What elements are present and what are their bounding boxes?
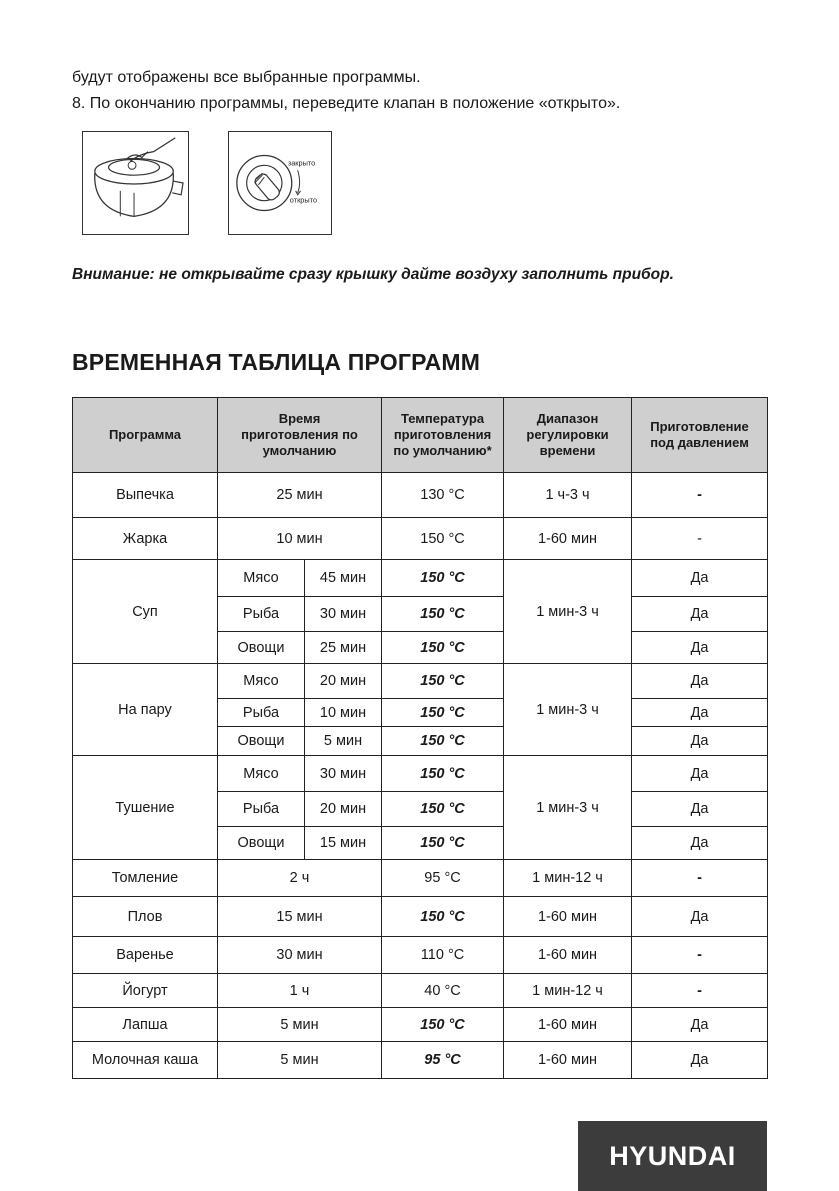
cell-time: 2 ч <box>218 860 382 897</box>
table-row <box>73 560 768 597</box>
intro-line-1: будут отображены все выбранные программы. <box>72 69 421 86</box>
cell-time: 25 мин <box>305 632 382 664</box>
cell-program: Плов <box>73 897 218 937</box>
cell-time: 10 мин <box>218 518 382 560</box>
program-time-table <box>72 397 768 1079</box>
table-row <box>73 473 768 518</box>
table-row <box>73 860 768 897</box>
header-default-time: Время приготовления по умолчанию <box>218 398 382 473</box>
table-row <box>73 518 768 560</box>
cell-temp: 150 °C <box>382 699 504 727</box>
table-row <box>73 1008 768 1042</box>
cell-pressure: - <box>632 937 768 974</box>
cell-time: 5 мин <box>305 727 382 756</box>
cell-pressure: Да <box>632 1008 768 1042</box>
cell-time: 45 мин <box>305 560 382 597</box>
table-row <box>73 897 768 937</box>
intro-line-2: 8. По окончанию программы, переведите клапан в положение «открыто». <box>72 95 621 112</box>
cell-program: На пару <box>73 664 218 756</box>
table-row <box>73 756 768 792</box>
cell-program: Молочная каша <box>73 1042 218 1079</box>
table-row <box>73 1042 768 1079</box>
cell-pressure: - <box>632 473 768 518</box>
cell-range: 1-60 мин <box>504 1042 632 1079</box>
cell-pressure: Да <box>632 632 768 664</box>
cooker-lid-illustration <box>82 131 189 235</box>
warning-note: Внимание: не открывайте сразу крышку дайте воздуху заполнить прибор. <box>72 266 674 283</box>
cell-food: Рыба <box>218 792 305 827</box>
cell-time: 5 мин <box>218 1042 382 1079</box>
cell-pressure: Да <box>632 699 768 727</box>
valve-icon <box>229 132 331 234</box>
cell-time: 10 мин <box>305 699 382 727</box>
cell-temp: 150 °C <box>382 1008 504 1042</box>
cell-pressure: Да <box>632 827 768 860</box>
cell-food: Овощи <box>218 827 305 860</box>
cell-range: 1 ч-3 ч <box>504 473 632 518</box>
table-header-row <box>73 398 768 473</box>
cell-pressure: - <box>632 974 768 1008</box>
cell-pressure: Да <box>632 597 768 632</box>
cell-temp: 150 °C <box>382 727 504 756</box>
cell-time: 15 мин <box>305 827 382 860</box>
cell-program: Варенье <box>73 937 218 974</box>
cell-food: Овощи <box>218 632 305 664</box>
cell-temp: 150 °C <box>382 827 504 860</box>
cell-program: Выпечка <box>73 473 218 518</box>
cell-range: 1 мин-12 ч <box>504 860 632 897</box>
cell-range: 1-60 мин <box>504 937 632 974</box>
cell-program: Суп <box>73 560 218 664</box>
cell-food: Мясо <box>218 560 305 597</box>
header-time-range: Диапазон регулировки времени <box>504 398 632 473</box>
cell-program: Томление <box>73 860 218 897</box>
cell-temp: 150 °C <box>382 518 504 560</box>
cell-range: 1 мин-3 ч <box>504 664 632 756</box>
table-row <box>73 937 768 974</box>
cell-range: 1-60 мин <box>504 897 632 937</box>
table-row <box>73 664 768 699</box>
closed-label: закрыто <box>287 158 316 168</box>
cell-range: 1 мин-3 ч <box>504 756 632 860</box>
cell-time: 20 мин <box>305 664 382 699</box>
cell-temp: 110 °C <box>382 937 504 974</box>
cell-time: 15 мин <box>218 897 382 937</box>
cell-temp: 150 °C <box>382 597 504 632</box>
cell-pressure: Да <box>632 664 768 699</box>
cell-food: Овощи <box>218 727 305 756</box>
cell-pressure: Да <box>632 792 768 827</box>
cell-program: Жарка <box>73 518 218 560</box>
valve-illustration <box>228 131 332 235</box>
cell-pressure: - <box>632 860 768 897</box>
cell-program: Лапша <box>73 1008 218 1042</box>
cell-temp: 40 °C <box>382 974 504 1008</box>
cell-pressure: Да <box>632 756 768 792</box>
cell-program: Тушение <box>73 756 218 860</box>
cooker-icon <box>83 132 188 234</box>
cell-pressure: Да <box>632 897 768 937</box>
hyundai-logo: HYUNDAI <box>578 1121 767 1191</box>
table-row <box>73 974 768 1008</box>
cell-temp: 150 °C <box>382 632 504 664</box>
cell-time: 30 мин <box>305 756 382 792</box>
cell-range: 1 мин-3 ч <box>504 560 632 664</box>
cell-food: Мясо <box>218 756 305 792</box>
cell-food: Рыба <box>218 597 305 632</box>
cell-food: Мясо <box>218 664 305 699</box>
cell-time: 30 мин <box>218 937 382 974</box>
cell-temp: 130 °C <box>382 473 504 518</box>
section-title: ВРЕМЕННАЯ ТАБЛИЦА ПРОГРАММ <box>72 349 481 375</box>
cell-temp: 150 °C <box>382 664 504 699</box>
cell-program: Йогурт <box>73 974 218 1008</box>
cell-food: Рыба <box>218 699 305 727</box>
cell-temp: 150 °C <box>382 897 504 937</box>
cell-range: 1-60 мин <box>504 1008 632 1042</box>
cell-range: 1 мин-12 ч <box>504 974 632 1008</box>
header-program: Программа <box>73 398 218 473</box>
cell-range: 1-60 мин <box>504 518 632 560</box>
header-default-temp: Температура приготовления по умолчанию* <box>382 398 504 473</box>
cell-time: 1 ч <box>218 974 382 1008</box>
cell-temp: 150 °C <box>382 792 504 827</box>
cell-temp: 95 °C <box>382 860 504 897</box>
cell-pressure: - <box>632 518 768 560</box>
open-label: открыто <box>289 195 318 205</box>
cell-temp: 150 °C <box>382 560 504 597</box>
cell-pressure: Да <box>632 1042 768 1079</box>
cell-time: 5 мин <box>218 1008 382 1042</box>
cell-time: 25 мин <box>218 473 382 518</box>
cell-time: 30 мин <box>305 597 382 632</box>
cell-temp: 95 °C <box>382 1042 504 1079</box>
cell-pressure: Да <box>632 560 768 597</box>
header-pressure: Приготовление под давлением <box>632 398 768 473</box>
cell-temp: 150 °C <box>382 756 504 792</box>
cell-pressure: Да <box>632 727 768 756</box>
cell-time: 20 мин <box>305 792 382 827</box>
